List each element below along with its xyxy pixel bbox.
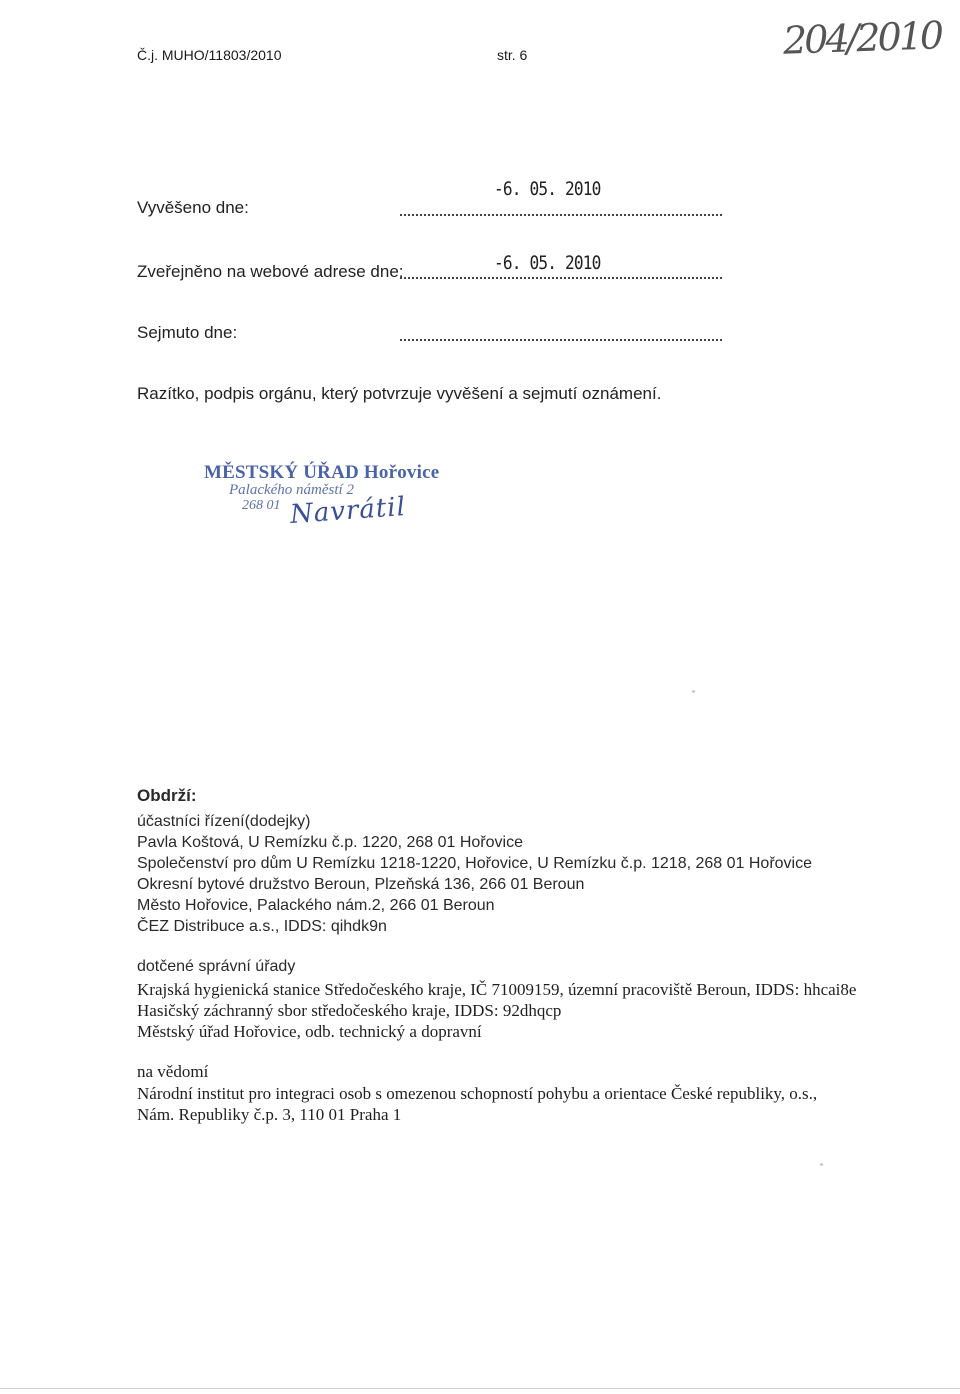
scan-speck xyxy=(692,690,695,693)
participant-line: ČEZ Distribuce a.s., IDDS: qihdk9n xyxy=(137,918,387,935)
office-stamp-zip: 268 01 xyxy=(242,498,281,513)
stamp-signature-note: Razítko, podpis orgánu, který potvrzuje vyvěšení a sejmutí oznámení. xyxy=(137,384,662,403)
authority-line: Hasičský záchranný sbor středočeského kraje, IDDS: 92dhqcp xyxy=(137,1001,562,1020)
recipients-heading: Obdrží: xyxy=(137,786,197,805)
office-stamp-title: MĚSTSKÝ ÚŘAD Hořovice xyxy=(204,462,440,483)
removed-date-dotted-line xyxy=(400,339,722,341)
authority-line: Městský úřad Hořovice, odb. technický a dopravní xyxy=(137,1022,482,1041)
web-date-dotted-line xyxy=(400,277,722,279)
participant-line: Pavla Koštová, U Remízku č.p. 1220, 268 01 Hořovice xyxy=(137,834,523,851)
authorities-heading: dotčené správní úřady xyxy=(137,958,296,975)
info-line: Nám. Republiky č.p. 3, 110 01 Praha 1 xyxy=(137,1105,402,1124)
scan-edge-line xyxy=(0,1388,960,1389)
info-heading: na vědomí xyxy=(137,1062,209,1081)
reference-number: Č.j. MUHO/11803/2010 xyxy=(137,47,282,63)
handwritten-register-number: 204/2010 xyxy=(782,13,942,63)
authority-line: Krajská hygienická stanice Středočeského kraje, IČ 71009159, územní pracoviště Beroun, IDDS: hhcai8e xyxy=(137,980,857,999)
web-published-date-stamp: -6. 05. 2010 xyxy=(494,252,601,274)
participants-heading: účastníci řízení(dodejky) xyxy=(137,813,311,830)
posted-date-dotted-line xyxy=(400,214,722,216)
web-published-label: Zveřejněno na webové adrese dne: xyxy=(137,262,404,281)
participant-line: Společenství pro dům U Remízku 1218-1220, Hořovice, U Remízku č.p. 1218, 268 01 Hořovice xyxy=(137,855,812,872)
removed-label: Sejmuto dne: xyxy=(137,323,238,342)
office-stamp-address: Palackého náměstí 2 xyxy=(229,482,354,498)
posted-label: Vyvěšeno dne: xyxy=(137,198,249,217)
info-line: Národní institut pro integraci osob s omezenou schopností pohybu a orientace České republiky, o.s., xyxy=(137,1084,818,1103)
posted-date-stamp: -6. 05. 2010 xyxy=(494,178,601,200)
participant-line: Město Hořovice, Palackého nám.2, 266 01 Beroun xyxy=(137,897,495,914)
handwritten-signature: Navrátil xyxy=(289,491,407,531)
scan-speck xyxy=(820,1163,823,1166)
page-number: str. 6 xyxy=(497,47,528,63)
participant-line: Okresní bytové družstvo Beroun, Plzeňská 136, 266 01 Beroun xyxy=(137,876,585,893)
